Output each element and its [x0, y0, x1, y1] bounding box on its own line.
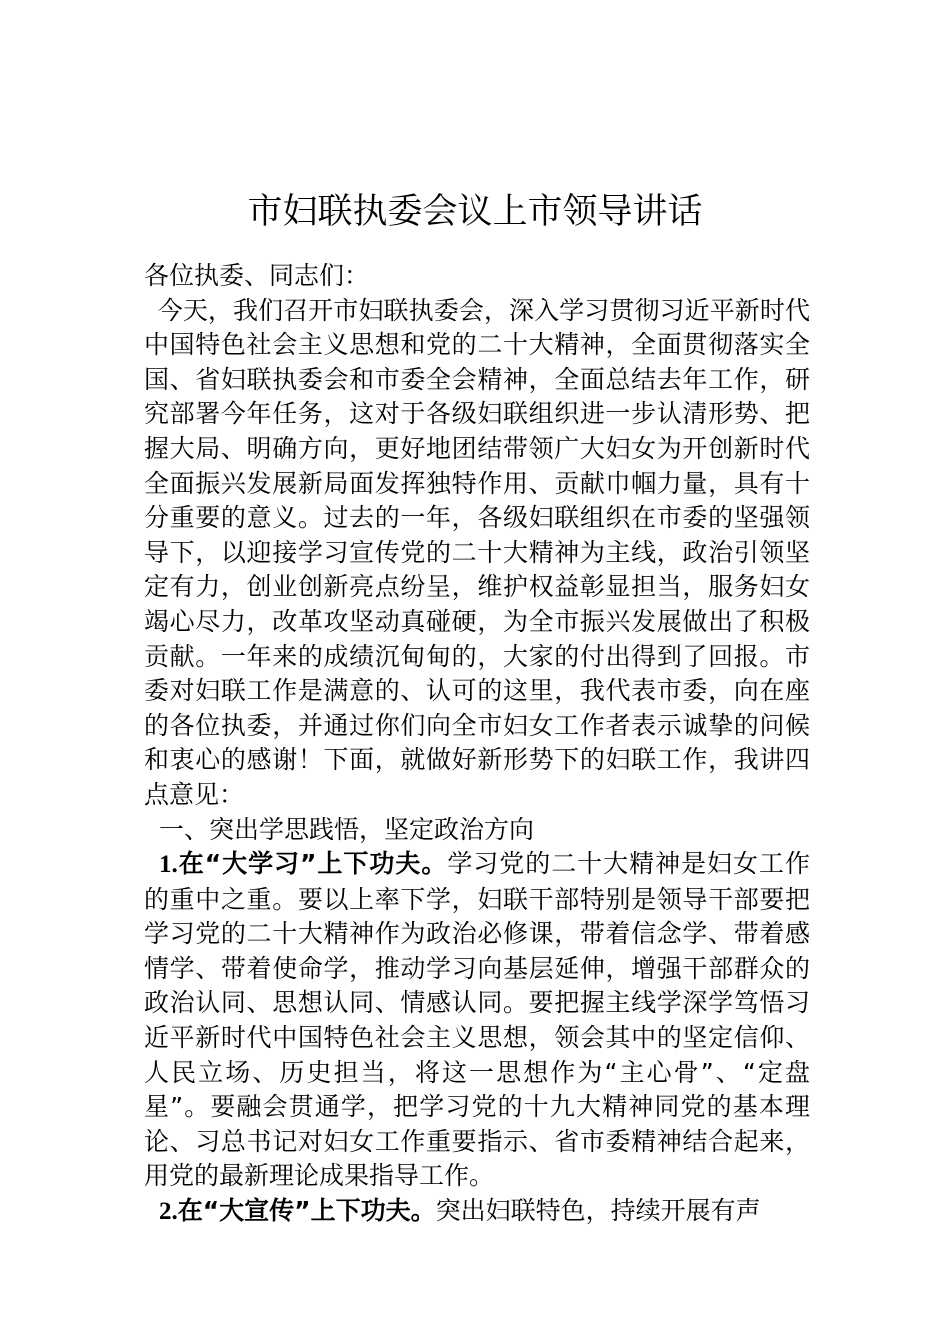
item-1-lead: 在“大学习”上下功夫。: [177, 849, 448, 879]
document-title: 市妇联执委会议上市领导讲话: [247, 192, 703, 233]
item-2-lead: 在“大宣传”上下功夫。: [177, 1196, 436, 1226]
item-2-number: 2.: [159, 1198, 178, 1226]
document-body: [144, 259, 810, 1230]
section-heading-1: 一、突出学思践悟，坚定政治方向: [159, 814, 535, 844]
item-2-text: 突出妇联特色，持续开展有声: [435, 1196, 761, 1226]
intro-paragraph: 今天，我们召开市妇联执委会，深入学习贯彻习近平新时代中国特色社会主义思想和党的二十大精神，全面贯彻落实全国、省妇联执委会和市委全会精神，全面总结去年工作，研究部署今年任务，这对于各级妇联组织进一步认清形势、把握大局、明确方向，更好地团结带领广大妇女为开创新时代全面振兴发展新局面发挥独特作用、贡献巾帼力量，具有十分重要的意义。过去的一年，各级妇联组织在市委的坚强领导下，以迎接学习宣传党的二十大精神为主线，政治引领坚定有力，创业创新亮点纷呈，维护权益彰显担当，服务妇女竭心尽力，改革攻坚动真碰硬，为全市振兴发展做出了积极贡献。一年来的成绩沉甸甸的，大家的付出得到了回报。市委对妇联工作是满意的、认可的这里，我代表市委，向在座的各位执委，并通过你们向全市妇女工作者表示诚挚的问候和衷心的感谢！下面，就做好新形势下的妇联工作，我讲四点意见：: [144, 295, 810, 809]
item-1-paragraph: [144, 847, 810, 1194]
item-1-number: 1.: [159, 851, 178, 879]
item-1-text: 学习党的二十大精神是妇女工作的重中之重。要以上率下学，妇联干部特别是领导干部要把学习党的二十大精神作为政治必修课，带着信念学、带着感情学、带着使命学，推动学习向基层延伸，增强干部群众的政治认同、思想认同、情感认同。要把握主线学深学笃悟习近平新时代中国特色社会主义思想，领会其中的坚定信仰、人民立场、历史担当，将这一思想作为“主心骨”、“定盘星”。要融会贯通学，把学习党的十九大精神同党的基本理论、习总书记对妇女工作重要指示、省市委精神结合起来，用党的最新理论成果指导工作。: [144, 849, 810, 1191]
item-2-paragraph: [144, 1194, 810, 1230]
salutation: 各位执委、同志们：: [144, 261, 370, 290]
